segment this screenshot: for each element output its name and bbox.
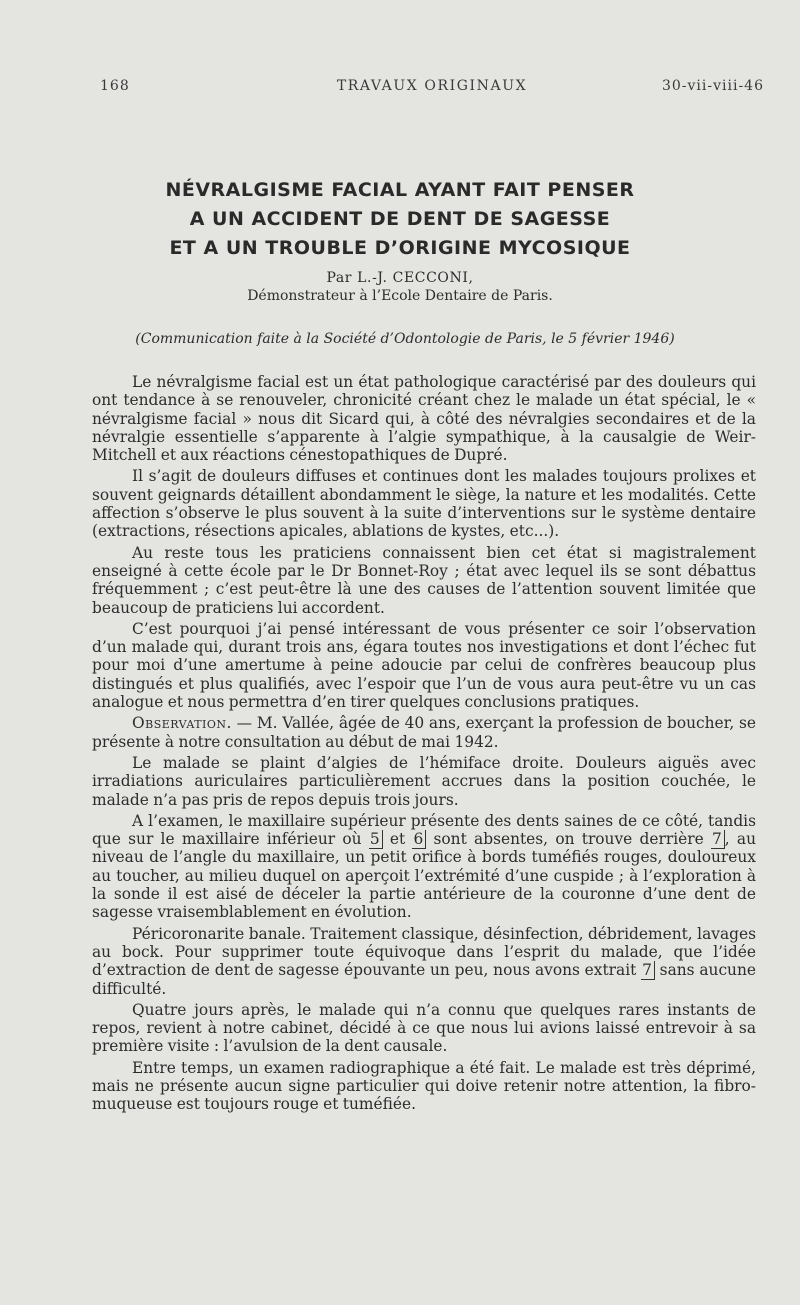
running-header: [100, 78, 764, 100]
paragraph-3: Au reste tous les praticiens connaissent bien cet état si magistralement enseigné à cette école par le Dr Bonnet-Roy ; état avec lequel ils se sont débattus fréquemment ; c’est peut-être là une des causes de l’attention souvent limitée que beaucoup de praticiens lui accordent.: [92, 543, 756, 617]
paragraph-10: Entre temps, un examen radiographique a été fait. Le malade est très déprimé, mais ne présente aucun signe particulier qui doive retenir notre attention, la fibro-muqueuse est toujours rouge et tuméfiée.: [92, 1058, 756, 1114]
observation-label: Observation.: [132, 714, 232, 733]
exam-text-c: sont absentes, on trouve derrière: [426, 830, 711, 849]
title-line-1: NÉVRALGISME FACIAL AYANT FAIT PENSER: [165, 179, 635, 201]
exam-text-a: A l’examen, le maxillaire supérieur présente des dents saines de ce côté, tandis que sur le maxillaire inférieur où: [92, 811, 756, 849]
tooth-notation-5: 5: [369, 830, 383, 849]
exam-text-b: et: [382, 830, 413, 849]
title-line-2: A UN ACCIDENT DE DENT DE SAGESSE: [189, 208, 611, 230]
treatment-text-b: sans aucune difficulté.: [92, 961, 756, 998]
paragraph-treatment: [92, 925, 756, 998]
exam-text-d: , au niveau de l’angle du maxillaire, un petit orifice à bords tuméfiés rouges, douloureux au toucher, au milieu duquel on aperçoit l’extrémité d’une cuspide ; à l’exploration à la sonde il est aisé de déceler la partie antérieure de la couronne d’une dent de sagesse vraisemblablement en évolution.: [92, 830, 757, 922]
observation-text: — M. Vallée, âgée de 40 ans, exerçant la profession de boucher, se présente à notre consultation au début de mai 1942.: [92, 714, 756, 751]
section-title: TRAVAUX ORIGINAUX: [336, 78, 528, 94]
paragraph-1: Le névralgisme facial est un état pathologique caractérisé par des douleurs qui ont tendance à se renouveler, chronicité créant chez le malade un état spécial, le « névralgisme facial » nous dit Sicard qui, à côté des névralgies secondaires et de la névralgie essentielle s’apparente à l’algie sympathique, à la causalgie de Weir-Mitchell et aux réactions cénestopathiques de Dupré.: [92, 373, 756, 465]
paragraph-9: Quatre jours après, le malade qui n’a connu que quelques rares instants de repos, revient à notre cabinet, décidé à ce que nous lui avions laissé entrevoir à sa première visite : l’avulsion de la dent causale.: [92, 1000, 756, 1056]
tooth-notation-7-extracted: 7: [641, 961, 655, 980]
paragraph-observation: [92, 714, 756, 751]
page-number: 168: [100, 78, 130, 94]
title-line-3: ET A UN TROUBLE D’ORIGINE MYCOSIQUE: [169, 237, 631, 259]
paragraph-2: Il s’agit de douleurs diffuses et continues dont les malades toujours prolixes et souvent geignards détaillent abondamment le siège, la nature et les modalités. Cette affection s’observe le plus souvent à la suite d’interventions sur le système dentaire (extractions, résections apicales, ablations de kystes, etc...).: [92, 467, 756, 541]
treatment-text-a: Péricoronarite banale. Traitement classique, désinfection, débridement, lavages au bock. Pour supprimer toute équivoque dans l’esprit du malade, que l’idée d’extraction de dent de sagesse épouvante un peu, nous avons extrait: [92, 924, 756, 980]
article-body: [92, 373, 756, 1117]
communication-note: (Communication faite à la Société d’Odontologie de Paris, le 5 février 1946): [135, 331, 675, 347]
paragraph-6: Le malade se plaint d’algies de l’hémiface droite. Douleurs aiguës avec irradiations auriculaires particulièrement accrues dans la position couchée, le malade n’a pas pris de repos depuis trois jours.: [92, 753, 756, 809]
author: Par L.-J. CECCONI,: [326, 270, 474, 286]
tooth-notation-7: 7: [711, 830, 725, 849]
paragraph-4: C’est pourquoi j’ai pensé intéressant de vous présenter ce soir l’observation d’un malade qui, durant trois ans, égara toutes nos investigations et dont l’échec fut pour moi d’une amertume à peine adoucie par celui de confrères beaucoup plus distingués et plus qualifiés, avec l’espoir que l’un de vous aura peut-être vu un cas analogue et nous permettra d’en tirer quelques conclusions pratiques.: [92, 619, 756, 712]
article-title: [80, 176, 720, 263]
byline: [0, 269, 800, 305]
tooth-notation-6: 6: [412, 830, 426, 849]
paragraph-examination: [92, 812, 756, 922]
issue-date: 30-vii-viii-46: [661, 78, 764, 94]
author-affiliation: Démonstrateur à l’Ecole Dentaire de Paris.: [247, 288, 553, 304]
